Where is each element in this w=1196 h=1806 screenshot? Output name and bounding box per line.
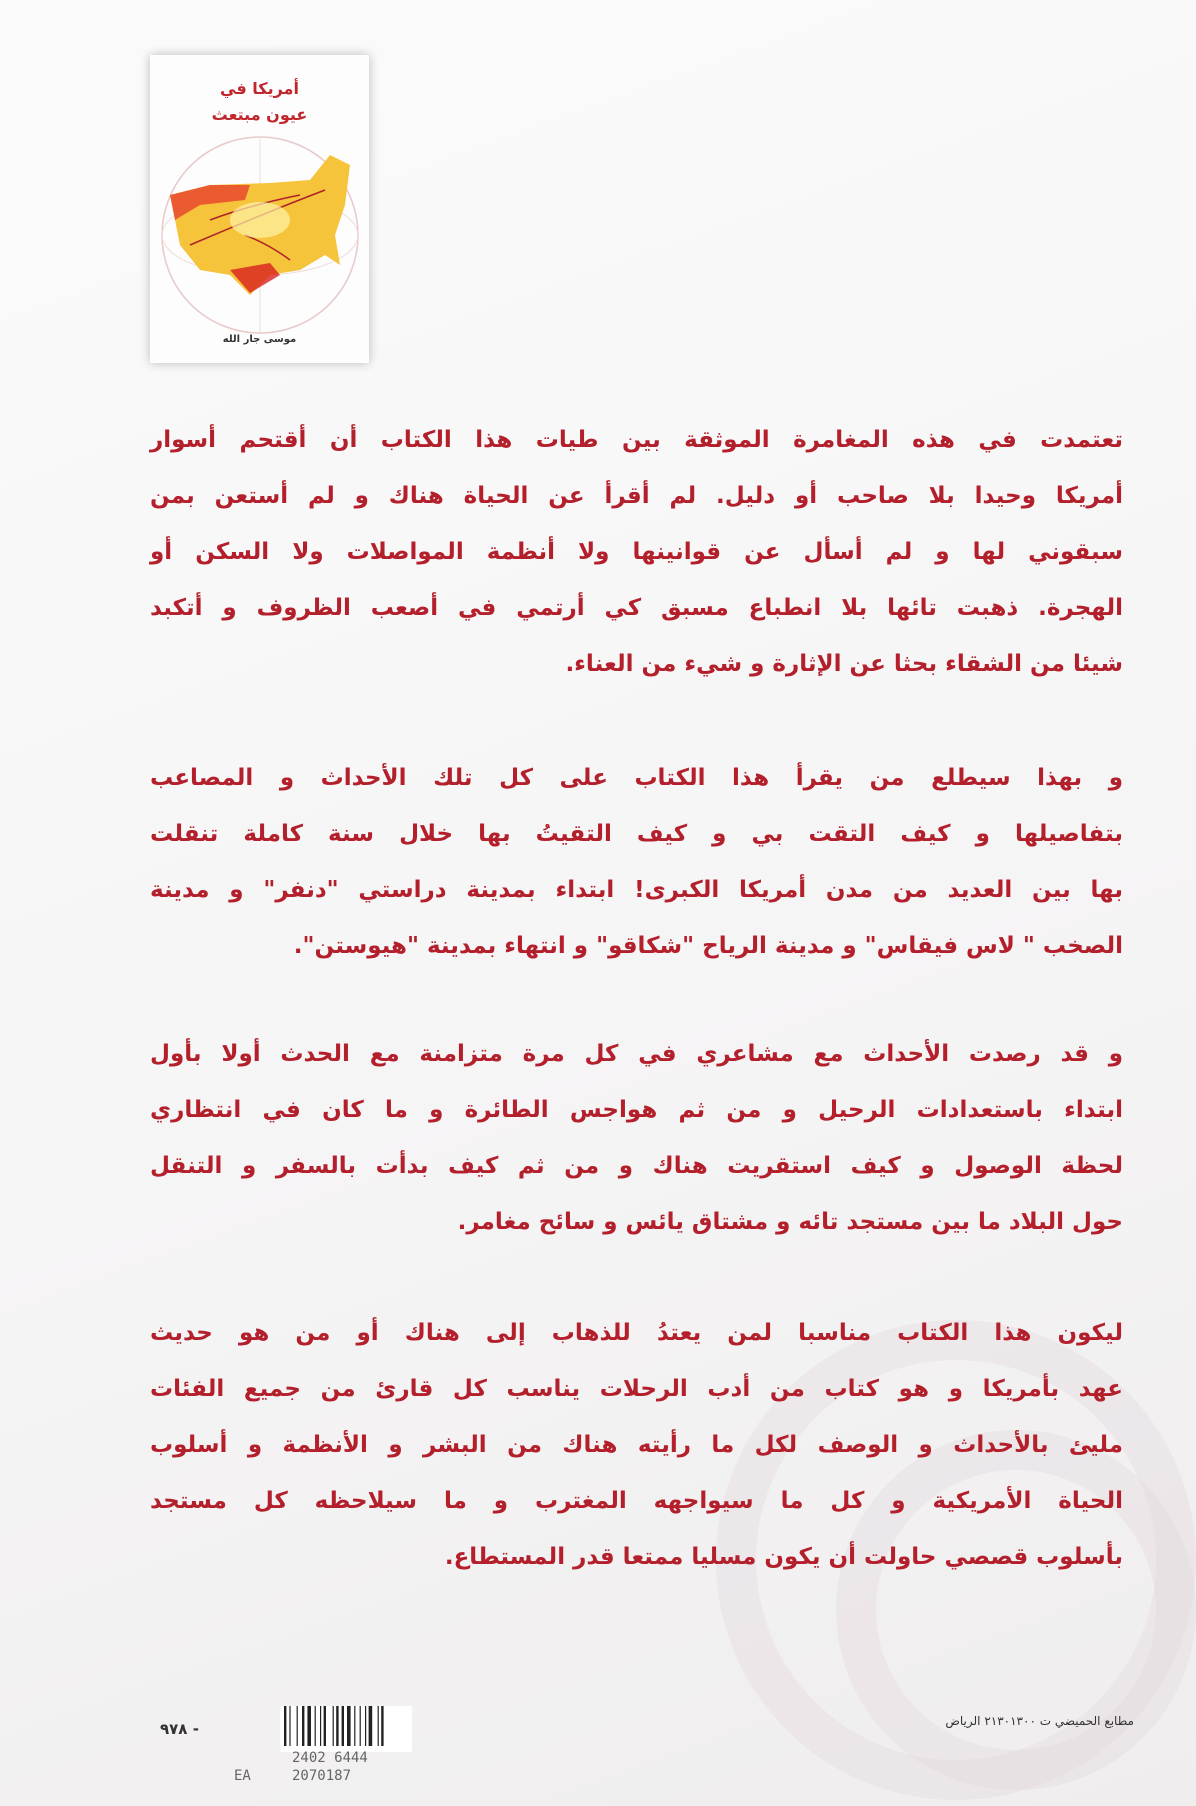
barcode-bar — [302, 1706, 304, 1746]
barcode-number-2: 2070187 — [292, 1768, 352, 1784]
book-cover-thumbnail — [150, 55, 369, 363]
blurb-line: حول البلاد ما بين مستجد تائه و مشتاق يائس و سائح مغامر. — [457, 1209, 1123, 1235]
printer-info: مطابع الحميضي ت ٢١٣٠١٣٠٠ الرياض — [945, 1714, 1134, 1728]
barcode-bar — [347, 1706, 351, 1746]
cover-title-line2: عيون مبتعث — [211, 105, 308, 124]
blurb-line: الهجرة. ذهبت تائها بلا انطباع مسبق كي أرتمي في أصعب الظروف و أتكبد — [150, 595, 1123, 621]
barcode-bar — [320, 1706, 321, 1746]
blurb-line: و بهذا سيطلع من يقرأ هذا الكتاب على كل تلك الأحداث و المصاعب — [150, 765, 1123, 791]
blurb-paragraph — [150, 1305, 1123, 1585]
blurb-line: عهد بأمريكا و هو كتاب من أدب الرحلات يناسب كل قارئ من جميع الفئات — [150, 1376, 1123, 1402]
barcode-bar — [324, 1706, 326, 1746]
blurb-line: سبقوني لها و لم أسأل عن قوانينها ولا أنظمة المواصلات ولا السكن أو — [150, 539, 1123, 565]
barcode-bar — [289, 1706, 290, 1746]
barcode-bar — [342, 1706, 344, 1746]
blurb-line: الصخب " لاس فيقاس" و مدينة الرياح "شكاقو" و انتهاء بمدينة "هيوستن". — [293, 933, 1123, 959]
barcode-bar — [378, 1706, 379, 1746]
barcode-code: EA — [234, 1768, 251, 1784]
barcode-bar — [333, 1706, 334, 1746]
barcode-number-1: 2402 6444 — [292, 1750, 368, 1766]
blurb-line: ابتداء باستعدادات الرحيل و من ثم هواجس الطائرة و ما كان في انتظاري — [150, 1097, 1123, 1123]
blurb-line: ليكون هذا الكتاب مناسبا لمن يعتدُ للذهاب إلى هناك أو من هو حديث — [150, 1320, 1123, 1346]
barcode-bar — [369, 1706, 373, 1746]
blurb-paragraph — [150, 750, 1123, 974]
blurb-line: بها بين العديد من مدن أمريكا الكبرى! ابتداء بمدينة دراستي "دنفر" و مدينة — [150, 877, 1123, 903]
blurb-line: لحظة الوصول و كيف استقريت هناك و من ثم كيف بدأت بالسفر و التنقل — [150, 1153, 1123, 1179]
barcode-bar — [354, 1706, 355, 1746]
blurb-line: الحياة الأمريكية و كل ما سيواجهه المغترب و ما سيلاحظه كل مستجد — [150, 1488, 1123, 1514]
blurb-line: و قد رصدت الأحداث مع مشاعري في كل مرة متزامنة مع الحدث أولا بأول — [150, 1041, 1123, 1067]
usa-map-globe-illustration — [150, 125, 369, 345]
blurb-line: أمريكا وحيدا بلا صاحب أو دليل. لم أقرأ عن الحياة هناك و لم أستعن بمن — [150, 483, 1123, 509]
blurb-line: شيئا من الشقاء بحثا عن الإثارة و شيء من العناء. — [565, 651, 1123, 677]
barcode-bar — [297, 1706, 298, 1746]
barcode-bar — [307, 1706, 311, 1746]
barcode — [280, 1706, 412, 1752]
barcode-bar — [365, 1706, 366, 1746]
cover-author: موسى جار الله — [222, 334, 297, 345]
blurb-paragraph — [150, 412, 1123, 692]
barcode-bar — [284, 1706, 286, 1746]
blurb-line: تعتمدت في هذه المغامرة الموثقة بين طيات هذا الكتاب أن أقتحم أسوار — [150, 427, 1123, 453]
blurb-line: بتفاصيلها و كيف التقت بي و كيف التقيتُ بها خلال سنة كاملة تنقلت — [150, 821, 1123, 847]
barcode-bar — [315, 1706, 316, 1746]
barcode-bar — [381, 1706, 383, 1746]
isbn-prefix: ٩٧٨ - — [160, 1720, 199, 1738]
barcode-bar — [360, 1706, 361, 1746]
blurb-line: مليئ بالأحداث و الوصف لكل ما رأيته هناك من البشر و الأنظمة و أسلوب — [150, 1432, 1123, 1458]
barcode-bar — [336, 1706, 338, 1746]
blurb-paragraph — [150, 1026, 1123, 1250]
cover-title-line1: أمريكا في — [220, 79, 299, 98]
blurb-line: بأسلوب قصصي حاولت أن يكون مسليا ممتعا قدر المستطاع. — [444, 1544, 1123, 1570]
